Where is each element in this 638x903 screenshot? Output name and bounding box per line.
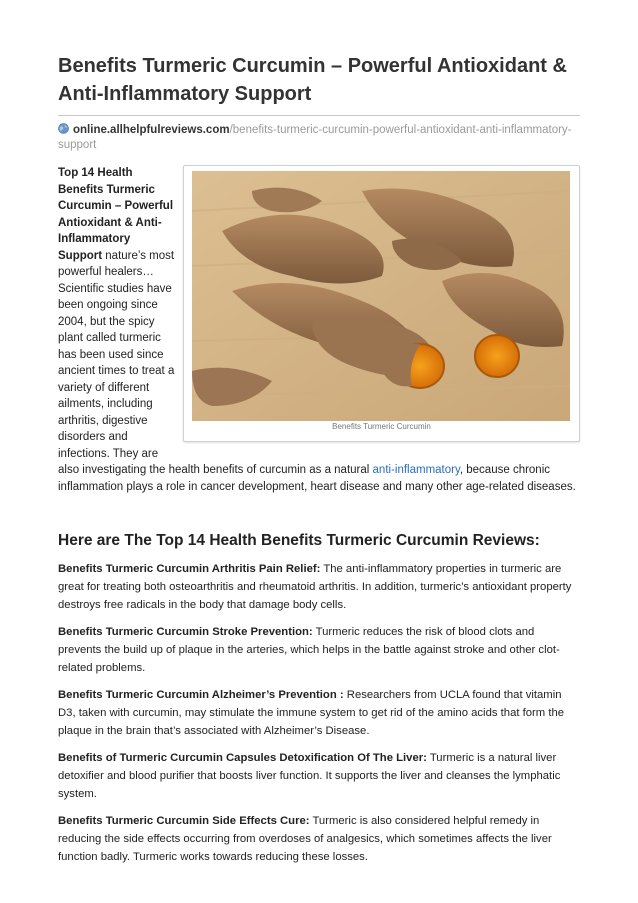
source-path[interactable]: /benefits-turmeric-curcumin-powerful-antioxidant-anti-inflammatory-support — [58, 124, 572, 151]
anti-inflammatory-link[interactable]: anti-inflammatory — [372, 464, 460, 476]
source-url[interactable] — [58, 123, 580, 153]
benefit-item — [58, 812, 580, 866]
benefit-text: Turmeric is also considered helpful remedy in reducing the side effects occurring from overdoses of analgesics, which sometimes affects the liver function badly. Turmeric works towards reducing these losses. — [58, 815, 552, 863]
article — [58, 0, 580, 866]
benefit-text: Turmeric reduces the risk of blood clots and prevents the build up of plaque in the arteries, which helps in the battle against stroke and other clot-related problems. — [58, 626, 560, 674]
benefit-text: Turmeric is a natural liver detoxifier and blood purifier that boosts liver function. It supports the liver and cleanses the lymphatic system. — [58, 752, 561, 800]
benefit-item — [58, 623, 580, 677]
benefit-title: Benefits Turmeric Curcumin Alzheimer’s Prevention : — [58, 689, 344, 701]
benefit-item — [58, 686, 580, 740]
benefit-text: The anti-inflammatory properties in turmeric are great for treating both osteoarthritis and rheumatoid arthritis. In addition, turmeric’s antioxidant property destroys free radicals in the body that damage body cells. — [58, 563, 572, 611]
intro-paragraph — [58, 165, 580, 495]
article-title — [58, 52, 580, 108]
benefit-item — [58, 560, 580, 614]
turmeric-image-figure — [183, 165, 580, 442]
benefit-title: Benefits Turmeric Curcumin Side Effects Cure: — [58, 815, 310, 827]
source-domain[interactable]: online.allhelpfulreviews.com — [73, 124, 230, 136]
article-title-line1: Benefits Turmeric Curcumin – Powerful Antioxidant & — [58, 55, 567, 77]
benefit-title: Benefits Turmeric Curcumin Stroke Prevention: — [58, 626, 313, 638]
intro-text-1: nature’s most powerful healers… Scientific studies have been ongoing since 2004, but the spicy plant called turmeric has been used since ancient times to treat a variety of different ailments, including arthritis, digestive disorders and infections. They are also investigating the health benefits of curcumin as a natural — [58, 249, 373, 476]
article-title-line2: Anti-Inflammatory Support — [58, 83, 312, 105]
image-caption: Benefits Turmeric Curcumin — [332, 421, 431, 431]
benefit-text: Researchers from UCLA found that vitamin D3, taken with curcumin, may stimulate the immune system to get rid of the amino acids that form the plaque in the brain that’s associated with Alzheimer’s Disease. — [58, 689, 565, 737]
title-divider — [58, 115, 580, 116]
globe-icon — [58, 123, 69, 134]
benefit-title: Benefits of Turmeric Curcumin Capsules Detoxification Of The Liver: — [58, 752, 427, 764]
benefit-title: Benefits Turmeric Curcumin Arthritis Pain Relief: — [58, 563, 321, 575]
section-heading: Here are The Top 14 Health Benefits Turmeric Curcumin Reviews: — [58, 532, 540, 549]
intro-text-2: , because chronic inflammation plays a role in cancer development, heart disease and many other age-related diseases. — [58, 464, 576, 493]
turmeric-roots-image — [192, 171, 570, 421]
benefit-item — [58, 749, 580, 803]
intro-bold: Top 14 Health Benefits Turmeric Curcumin – Powerful Antioxidant & Anti-Inflammatory Support — [58, 167, 174, 262]
